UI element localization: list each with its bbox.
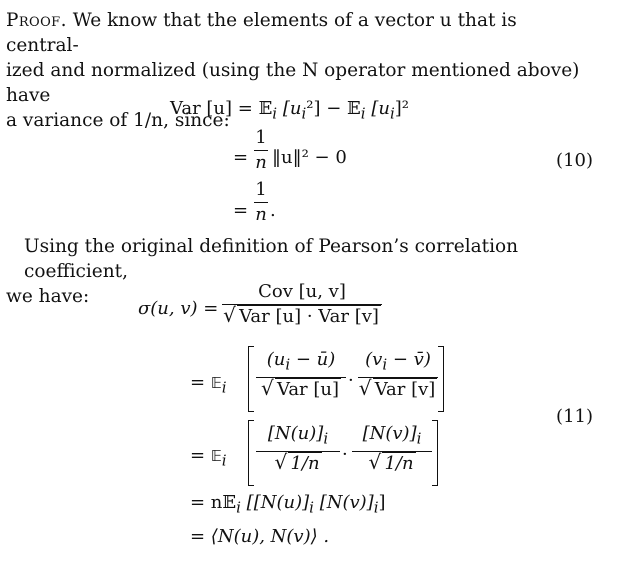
eq10-frac-2: 1 n: [255, 179, 267, 225]
eq10-line-1: Var [u] = 𝔼$_i$ $[u_i^2]$ − 𝔼$_i$ $[u_i]^2$: [170, 98, 409, 123]
eq11-lhs: σ(u, v) =: [138, 298, 219, 319]
eq11-row2-frac-u: ($u_i$ − ū) √ Var [u]: [256, 350, 346, 400]
eq11-row2-frac-v: ($v_i$ − v̄) √ Var [v]: [358, 350, 438, 400]
eq11-row3-frac-u: $[N(u)]_i$ √ 1/n: [256, 424, 340, 474]
eq11-row4: = n𝔼$_i$ [$[N(u)]_i$ $[N(v)]_i$]: [190, 492, 386, 517]
equation-number-11: (11): [556, 406, 593, 427]
proof-line-1: We know that the elements of a vector u that is central-: [6, 10, 517, 56]
proof-line-2: ized and normalized (using the N operator mentioned above) have: [6, 60, 580, 106]
eq11-cov-frac: Cov [u, v] √ Var [u] · Var [v]: [222, 282, 382, 327]
eq10-line-2: ‖u‖² − 0: [272, 147, 347, 168]
eq10-frac-1: 1 n: [255, 127, 267, 173]
proof-line-3: a variance of 1/n, since:: [6, 110, 230, 131]
proof-label: Proof.: [6, 10, 67, 31]
equation-number-10: (10): [556, 150, 593, 171]
pearson-line-2: we have:: [6, 286, 90, 307]
eq11-row3-frac-v: $[N(v)]_i$ √ 1/n: [352, 424, 432, 474]
pearson-line-1: Using the original definition of Pearson’s correlation coefficient,: [24, 236, 519, 282]
eq11-row5: = ⟨N(u), N(v)⟩ .: [190, 526, 330, 547]
